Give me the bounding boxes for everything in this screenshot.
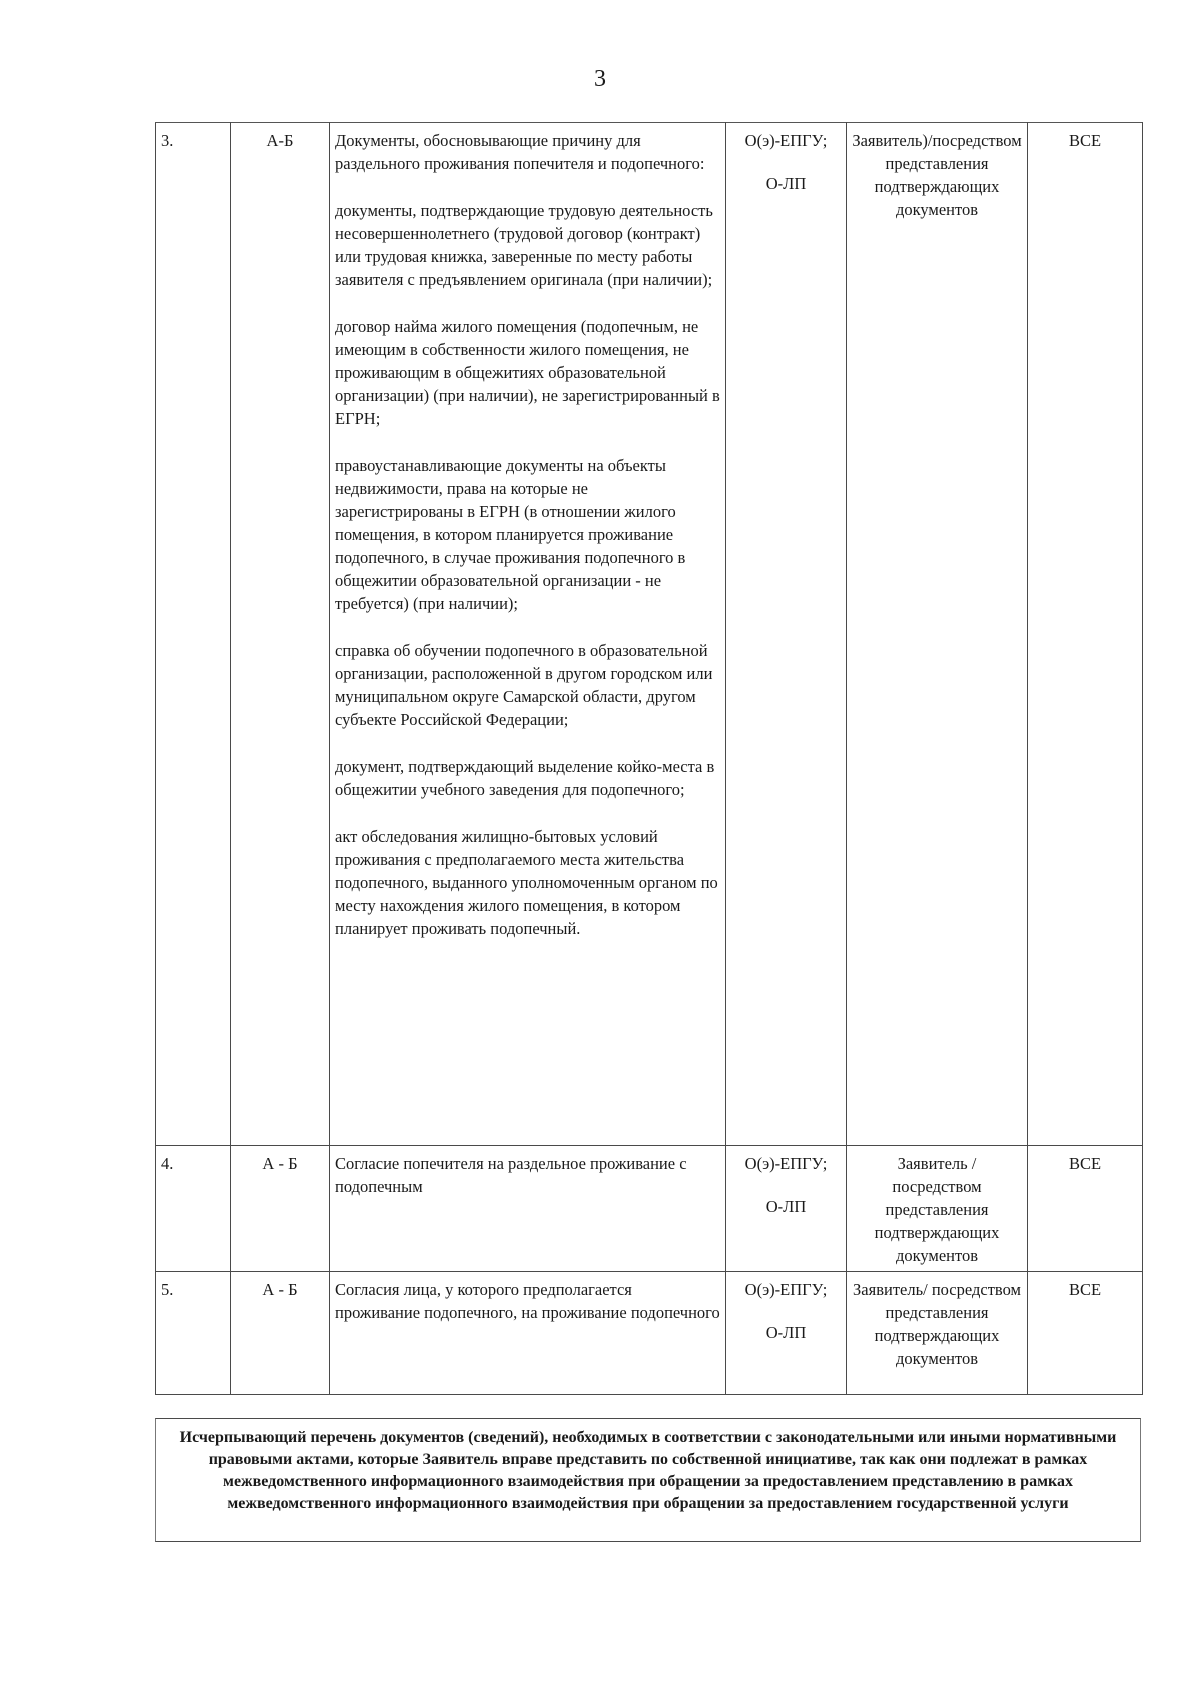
applicability: ВСЕ: [1028, 123, 1143, 1146]
submission-form: [726, 1272, 847, 1395]
table-row: [156, 123, 1143, 1146]
section-heading: Исчерпывающий перечень документов (сведений), необходимых в соответствии с законодательными или иными нормативными правовыми актами, которые Заявитель вправе представить по собственной инициативе, так как они подлежат в рамках межведомственного информационного взаимодействия при обращении за предоставлением представлению в рамках межведомственного информационного взаимодействия при обращении за предоставлением государственной услуги: [155, 1418, 1141, 1542]
row-number: 4.: [156, 1146, 231, 1272]
form-option: О-ЛП: [765, 174, 807, 193]
applicability: ВСЕ: [1028, 1272, 1143, 1395]
document-description: [330, 123, 726, 1146]
form-option: О-ЛП: [765, 1197, 807, 1216]
submission-method: Заявитель/ посредством представления подтверждающих документов: [847, 1272, 1028, 1395]
submission-form: [726, 1146, 847, 1272]
row-number: 5.: [156, 1272, 231, 1395]
document-paragraph: Документы, обосновывающие причину для раздельного проживания попечителя и подопечного:: [335, 131, 705, 173]
document-paragraph: Согласия лица, у которого предполагается проживание подопечного, на проживание подопечного: [335, 1280, 720, 1322]
table-row: [156, 1272, 1143, 1395]
form-option: О(э)-ЕПГУ;: [744, 1280, 828, 1299]
document-paragraph: документ, подтверждающий выделение койко-места в общежитии учебного заведения для подопечного;: [335, 757, 715, 799]
row-number: 3.: [156, 123, 231, 1146]
document-paragraph: Согласие попечителя на раздельное проживание с подопечным: [335, 1154, 687, 1196]
form-option: О-ЛП: [765, 1323, 807, 1342]
document-description: [330, 1146, 726, 1272]
document-paragraph: справка об обучении подопечного в образовательной организации, расположенной в другом городском или муниципальном округе Самарской области, другом субъекте Российской Федерации;: [335, 641, 713, 729]
submission-method: Заявитель)/посредством представления подтверждающих документов: [847, 123, 1028, 1146]
document-description: [330, 1272, 726, 1395]
applicant-category: А - Б: [231, 1146, 330, 1272]
document-paragraph: правоустанавливающие документы на объекты недвижимости, права на которые не зарегистрированы в ЕГРН (в отношении жилого помещения, в котором планируется проживание подопечного, в случае проживания подопечного в общежитии образовательной организации - не требуется) (при наличии);: [335, 456, 686, 613]
document-paragraph: документы, подтверждающие трудовую деятельность несовершеннолетнего (трудовой договор (контракт) или трудовая книжка, заверенные по месту работы заявителя с предъявлением оригинала (при наличии);: [335, 201, 713, 289]
submission-form: [726, 123, 847, 1146]
submission-method: Заявитель / посредством представления подтверждающих документов: [847, 1146, 1028, 1272]
document-paragraph: договор найма жилого помещения (подопечным, не имеющим в собственности жилого помещения, не проживающим в общежитиях образовательной организации) (при наличии), не зарегистрированный в ЕГРН;: [335, 317, 720, 428]
page-number: 3: [594, 66, 606, 92]
document-paragraph: акт обследования жилищно-бытовых условий проживания с предполагаемого места жительства подопечного, выданного уполномоченным органом по месту нахождения жилого помещения, в котором планирует проживать подопечный.: [335, 827, 718, 938]
table-row: [156, 1146, 1143, 1272]
applicant-category: А-Б: [231, 123, 330, 1146]
applicability: ВСЕ: [1028, 1146, 1143, 1272]
form-option: О(э)-ЕПГУ;: [744, 131, 828, 150]
documents-table: [155, 122, 1143, 1395]
applicant-category: А - Б: [231, 1272, 330, 1395]
form-option: О(э)-ЕПГУ;: [744, 1154, 828, 1173]
